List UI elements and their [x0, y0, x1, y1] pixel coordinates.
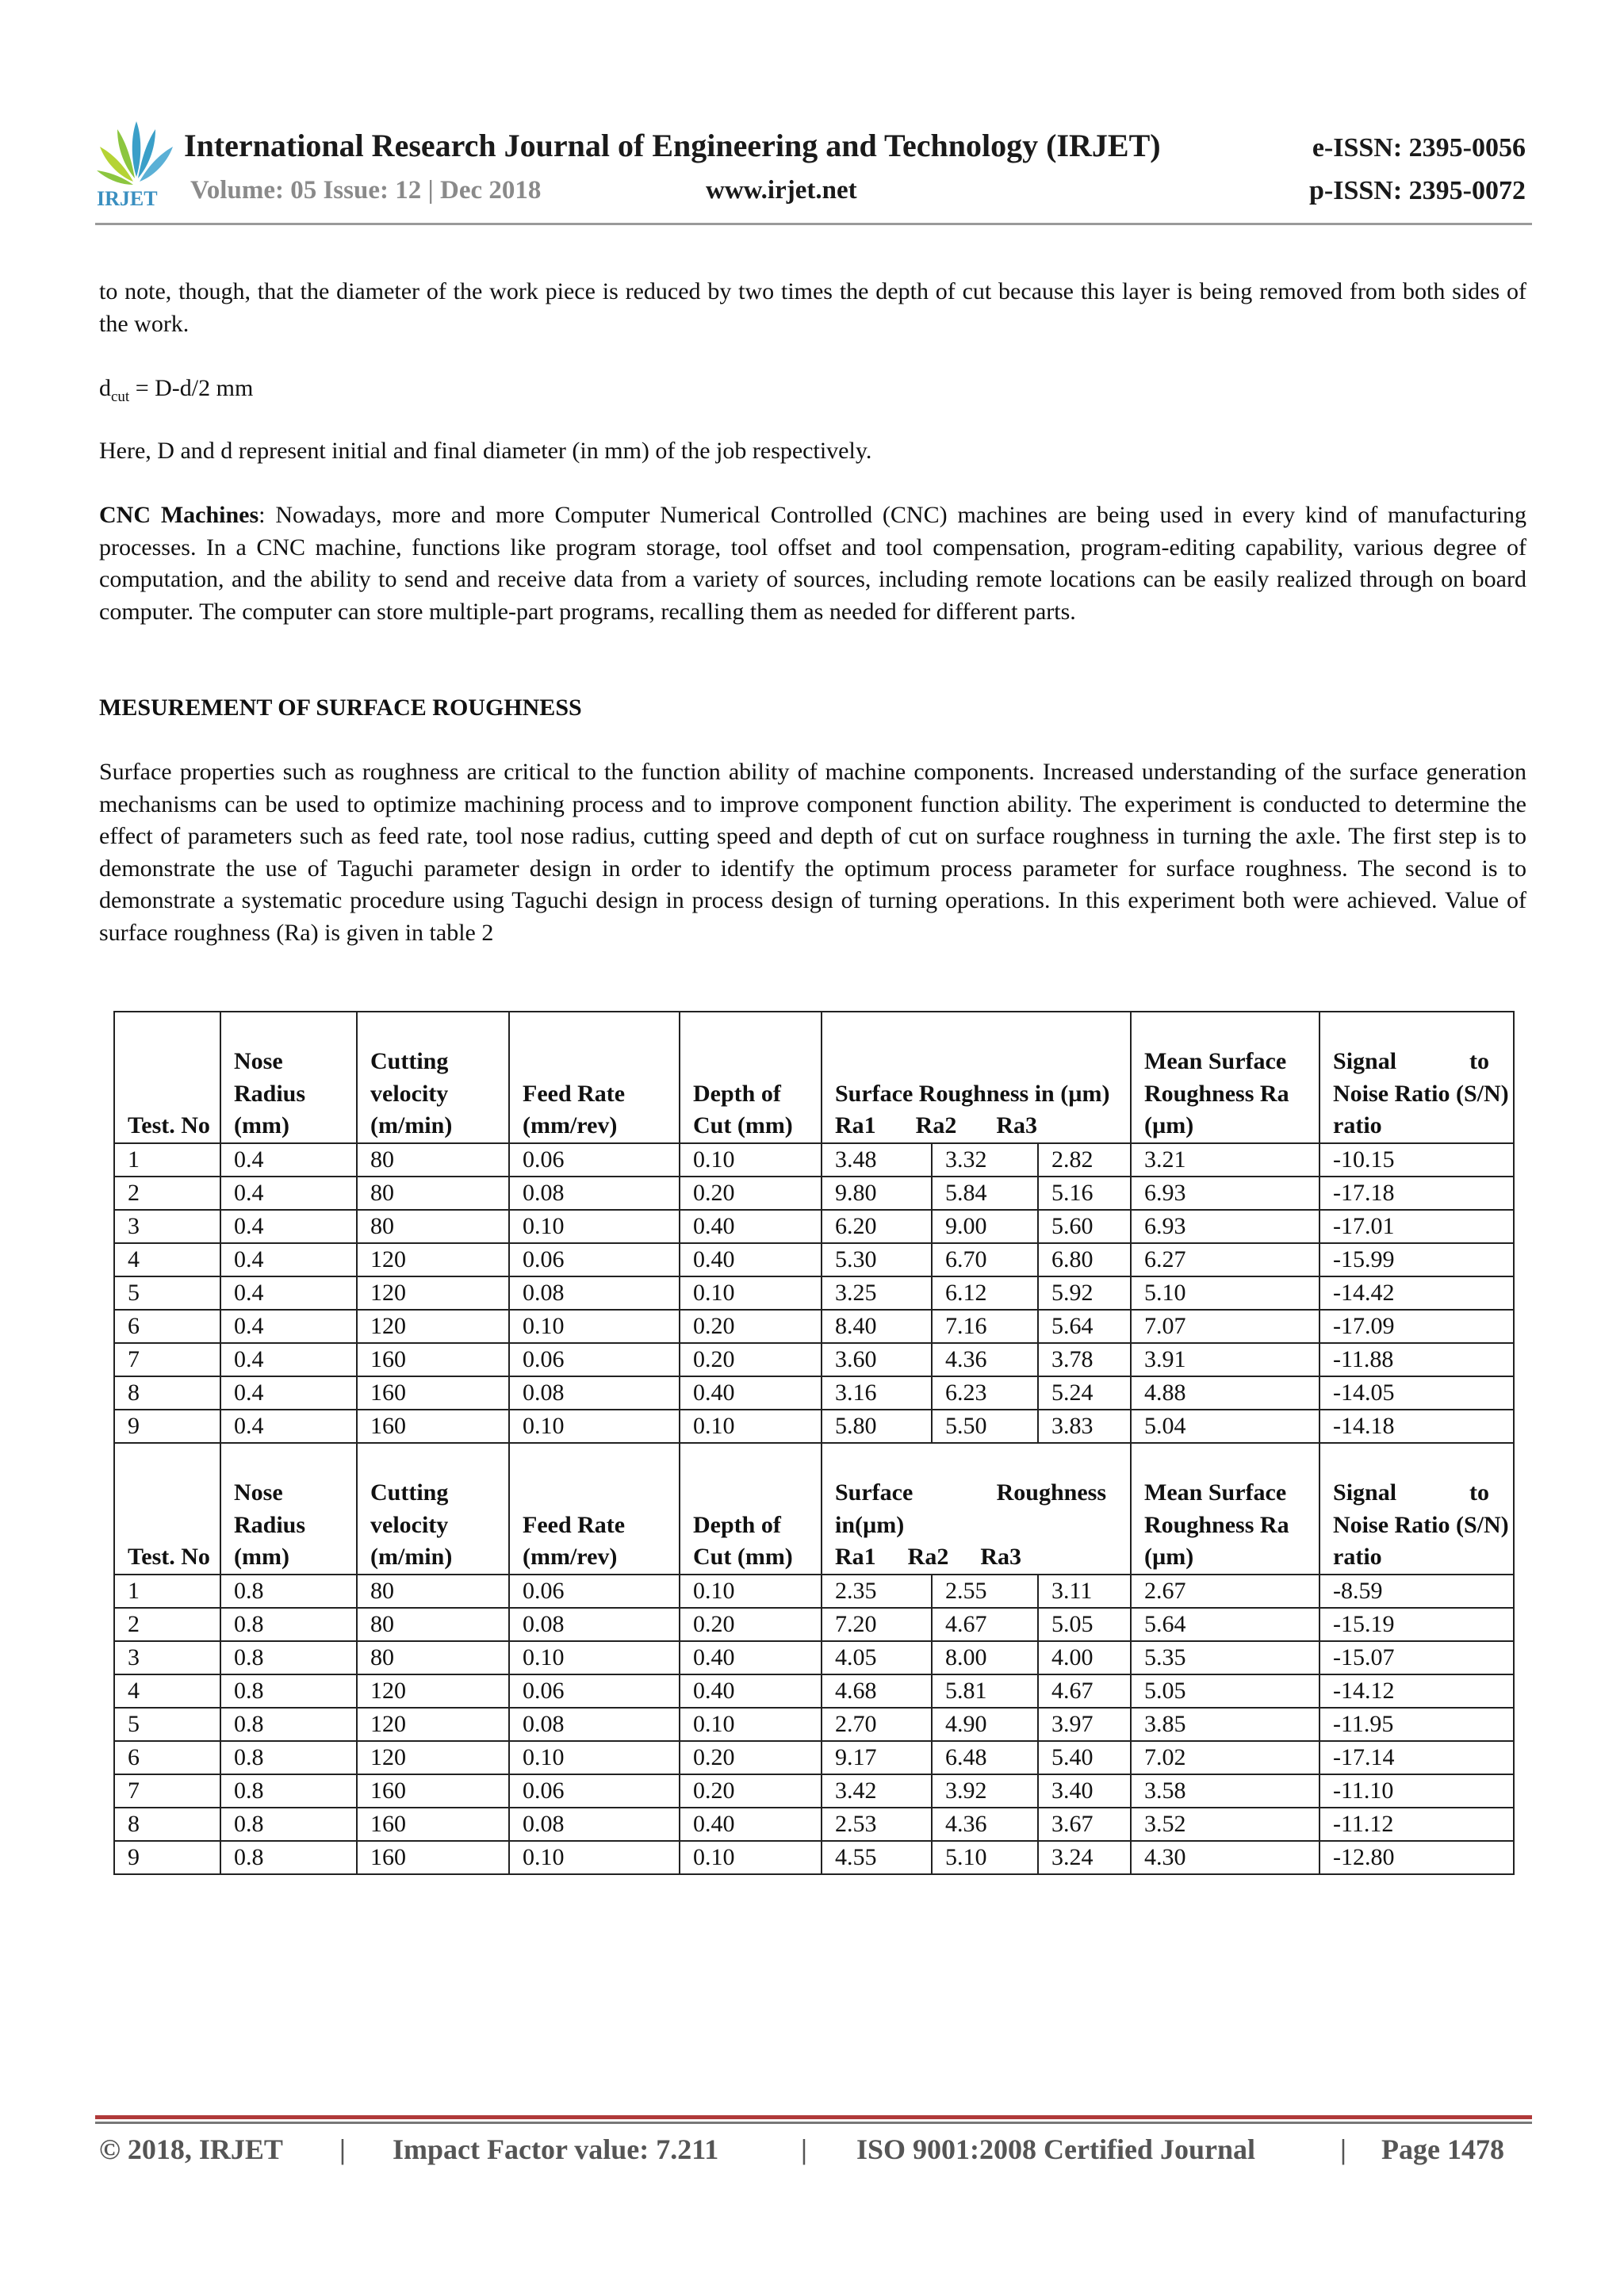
cell-sn-ratio: -8.59: [1320, 1575, 1514, 1608]
header-divider: [95, 223, 1532, 225]
cell-depth-of-cut: 0.20: [680, 1343, 822, 1376]
cell-cutting-velocity: 80: [357, 1608, 509, 1641]
cell-cutting-velocity: 120: [357, 1708, 509, 1741]
table-header-row: [114, 1012, 1514, 1143]
table-row: [114, 1143, 1514, 1177]
paragraph-depth-of-cut: to note, though, that the diameter of the work piece is reduced by two times the depth of cut because this layer is being removed from both sides of the work.: [99, 278, 1526, 337]
cell-ra3: 3.40: [1038, 1774, 1131, 1808]
cell-mean-ra: 3.91: [1131, 1343, 1320, 1376]
cell-test-no: 9: [114, 1410, 220, 1443]
cell-feed-rate: 0.08: [509, 1376, 680, 1410]
cell-ra2: 4.36: [932, 1343, 1038, 1376]
header-sn-b: to: [1469, 1479, 1490, 1506]
table-row: [114, 1177, 1514, 1210]
cell-ra2: 3.92: [932, 1774, 1038, 1808]
cell-cutting-velocity: 160: [357, 1808, 509, 1841]
paragraph-diameters: Here, D and d represent initial and final diameter (in mm) of the job respectively.: [99, 438, 872, 464]
cell-ra1: 4.68: [822, 1674, 932, 1708]
header-sn-c: Noise Ratio (S/N) ratio: [1333, 1511, 1509, 1571]
cell-ra3: 5.60: [1038, 1210, 1131, 1243]
header-nose-radius: Nose Radius (mm): [220, 1012, 357, 1143]
cell-mean-ra: 4.88: [1131, 1376, 1320, 1410]
footer-impact-factor: Impact Factor value: 7.211: [393, 2133, 719, 2165]
cell-nose-radius: 0.8: [220, 1641, 357, 1674]
website-link[interactable]: www.irjet.net: [706, 176, 857, 205]
journal-title: International Research Journal of Engineering and Technology (IRJET): [184, 128, 1161, 163]
cell-mean-ra: 5.04: [1131, 1410, 1320, 1443]
cell-test-no: 5: [114, 1276, 220, 1310]
cell-ra1: 9.17: [822, 1741, 932, 1774]
cell-mean-ra: 3.58: [1131, 1774, 1320, 1808]
cell-cutting-velocity: 160: [357, 1376, 509, 1410]
header-cutting-velocity: Cutting velocity (m/min): [357, 1012, 509, 1143]
cell-nose-radius: 0.4: [220, 1310, 357, 1343]
e-issn: e-ISSN: 2395-0056: [1312, 133, 1526, 163]
header-sr-b: Roughness: [996, 1479, 1107, 1506]
cell-test-no: 5: [114, 1708, 220, 1741]
cell-cutting-velocity: 160: [357, 1343, 509, 1376]
cell-ra3: 3.24: [1038, 1841, 1131, 1874]
header-feed-rate: Feed Rate (mm/rev): [509, 1012, 680, 1143]
p-issn: p-ISSN: 2395-0072: [1309, 176, 1526, 205]
cell-ra3: 5.64: [1038, 1310, 1131, 1343]
cell-ra2: 6.48: [932, 1741, 1038, 1774]
table-row: [114, 1674, 1514, 1708]
cell-depth-of-cut: 0.20: [680, 1774, 822, 1808]
cell-ra1: 3.60: [822, 1343, 932, 1376]
header-surface-roughness: [822, 1012, 1131, 1143]
cell-ra3: 5.05: [1038, 1608, 1131, 1641]
cell-depth-of-cut: 0.10: [680, 1143, 822, 1177]
cnc-text: : Nowadays, more and more Computer Numerical Controlled (CNC) machines are being used in every kind of manufacturing processes. In a CNC machine, functions like program storage, tool offset and tool compensation, program-editing capability, various degree of computation, and the ability to send and receive data from a variety of sources, including remote locations can be easily realized through on board computer. The computer can store multiple-part programs, recalling them as needed for different parts.: [99, 502, 1526, 625]
cell-depth-of-cut: 0.10: [680, 1708, 822, 1741]
cell-sn-ratio: -12.80: [1320, 1841, 1514, 1874]
cell-ra2: 4.36: [932, 1808, 1038, 1841]
header-mean-roughness: Mean Surface Roughness Ra (µm): [1131, 1012, 1320, 1143]
cell-ra2: 6.12: [932, 1276, 1038, 1310]
cell-nose-radius: 0.8: [220, 1808, 357, 1841]
header-sn-b: to: [1469, 1048, 1490, 1075]
cell-ra3: 4.67: [1038, 1674, 1131, 1708]
paragraph-surface-roughness: Surface properties such as roughness are critical to the function ability of machine components. Increased understanding of the surface generation mechanisms can be used to optimize machining process and to improve component function ability. The experiment is conducted to determine the effect of parameters such as feed rate, tool nose radius, cutting speed and depth of cut on surface roughness in turning the axle. The first step is to demonstrate the use of Taguchi parameter design in order to identify the optimum process parameter for surface roughness. The second is to demonstrate a systematic procedure using Taguchi design in process design of turning operations. In this experiment both were achieved. Value of surface roughness (Ra) is given in table 2: [99, 759, 1526, 946]
header-sn-c: Noise Ratio (S/N) ratio: [1333, 1080, 1509, 1139]
cell-feed-rate: 0.08: [509, 1608, 680, 1641]
cell-feed-rate: 0.06: [509, 1243, 680, 1276]
cell-ra3: 3.83: [1038, 1410, 1131, 1443]
cell-sn-ratio: -11.12: [1320, 1808, 1514, 1841]
cell-test-no: 7: [114, 1343, 220, 1376]
cell-nose-radius: 0.8: [220, 1575, 357, 1608]
cell-sn-ratio: -17.09: [1320, 1310, 1514, 1343]
cell-depth-of-cut: 0.20: [680, 1608, 822, 1641]
footer-copyright: © 2018, IRJET: [99, 2133, 283, 2165]
cell-nose-radius: 0.4: [220, 1276, 357, 1310]
header-sr-label: Surface Roughness in (µm): [835, 1080, 1110, 1107]
cell-ra1: 2.70: [822, 1708, 932, 1741]
table-row: [114, 1343, 1514, 1376]
cell-cutting-velocity: 120: [357, 1741, 509, 1774]
cell-ra2: 3.32: [932, 1143, 1038, 1177]
cell-nose-radius: 0.8: [220, 1674, 357, 1708]
cell-sn-ratio: -17.18: [1320, 1177, 1514, 1210]
cell-mean-ra: 5.05: [1131, 1674, 1320, 1708]
cell-depth-of-cut: 0.10: [680, 1575, 822, 1608]
cell-test-no: 4: [114, 1243, 220, 1276]
cell-mean-ra: 7.07: [1131, 1310, 1320, 1343]
cell-mean-ra: 5.35: [1131, 1641, 1320, 1674]
paragraph-cnc: [99, 499, 1526, 628]
cell-ra1: 5.80: [822, 1410, 932, 1443]
cell-feed-rate: 0.10: [509, 1410, 680, 1443]
cell-test-no: 2: [114, 1177, 220, 1210]
table-row: [114, 1210, 1514, 1243]
footer-separator: |: [1340, 2133, 1346, 2165]
cell-depth-of-cut: 0.10: [680, 1841, 822, 1874]
cell-cutting-velocity: 160: [357, 1410, 509, 1443]
table-row: [114, 1841, 1514, 1874]
header-sr-c: in(µm): [835, 1511, 905, 1538]
cell-mean-ra: 5.10: [1131, 1276, 1320, 1310]
header-depth-of-cut: Depth of Cut (mm): [680, 1443, 822, 1575]
cell-depth-of-cut: 0.10: [680, 1276, 822, 1310]
cell-feed-rate: 0.10: [509, 1641, 680, 1674]
cell-sn-ratio: -11.95: [1320, 1708, 1514, 1741]
cell-ra3: 3.67: [1038, 1808, 1131, 1841]
cell-cutting-velocity: 80: [357, 1143, 509, 1177]
cell-ra1: 2.53: [822, 1808, 932, 1841]
footer-iso: ISO 9001:2008 Certified Journal: [856, 2133, 1255, 2165]
formula-sub: cut: [111, 388, 130, 405]
cell-sn-ratio: -14.12: [1320, 1674, 1514, 1708]
cell-mean-ra: 6.93: [1131, 1177, 1320, 1210]
cell-sn-ratio: -15.19: [1320, 1608, 1514, 1641]
cell-ra2: 5.50: [932, 1410, 1038, 1443]
cell-depth-of-cut: 0.20: [680, 1741, 822, 1774]
cell-ra2: 6.70: [932, 1243, 1038, 1276]
cell-depth-of-cut: 0.40: [680, 1243, 822, 1276]
cell-sn-ratio: -15.99: [1320, 1243, 1514, 1276]
cell-nose-radius: 0.4: [220, 1343, 357, 1376]
table-row: [114, 1808, 1514, 1841]
cell-feed-rate: 0.08: [509, 1276, 680, 1310]
cell-feed-rate: 0.06: [509, 1343, 680, 1376]
cell-ra1: 8.40: [822, 1310, 932, 1343]
cell-nose-radius: 0.4: [220, 1410, 357, 1443]
cell-test-no: 9: [114, 1841, 220, 1874]
header-sn-a: Signal: [1333, 1048, 1397, 1075]
cell-ra1: 7.20: [822, 1608, 932, 1641]
cell-cutting-velocity: 120: [357, 1310, 509, 1343]
cell-ra3: 4.00: [1038, 1641, 1131, 1674]
cell-ra3: 5.40: [1038, 1741, 1131, 1774]
cell-cutting-velocity: 80: [357, 1210, 509, 1243]
cell-test-no: 3: [114, 1210, 220, 1243]
cell-depth-of-cut: 0.10: [680, 1410, 822, 1443]
cell-feed-rate: 0.10: [509, 1310, 680, 1343]
cell-ra1: 3.25: [822, 1276, 932, 1310]
cell-cutting-velocity: 160: [357, 1774, 509, 1808]
cell-feed-rate: 0.08: [509, 1177, 680, 1210]
cell-sn-ratio: -17.01: [1320, 1210, 1514, 1243]
cell-sn-ratio: -14.18: [1320, 1410, 1514, 1443]
cell-mean-ra: 6.93: [1131, 1210, 1320, 1243]
cell-feed-rate: 0.10: [509, 1210, 680, 1243]
header-mean-roughness: Mean Surface Roughness Ra (µm): [1131, 1443, 1320, 1575]
cell-ra2: 4.67: [932, 1608, 1038, 1641]
table-row: [114, 1575, 1514, 1608]
cell-nose-radius: 0.8: [220, 1608, 357, 1641]
cell-sn-ratio: -14.42: [1320, 1276, 1514, 1310]
cell-feed-rate: 0.10: [509, 1841, 680, 1874]
cell-ra2: 6.23: [932, 1376, 1038, 1410]
cell-nose-radius: 0.8: [220, 1741, 357, 1774]
cell-nose-radius: 0.4: [220, 1143, 357, 1177]
roughness-table: [113, 1011, 1515, 1875]
table-row: [114, 1243, 1514, 1276]
cell-ra1: 2.35: [822, 1575, 932, 1608]
header-test-no: Test. No: [114, 1012, 220, 1143]
cell-nose-radius: 0.8: [220, 1841, 357, 1874]
cell-ra2: 5.81: [932, 1674, 1038, 1708]
cell-mean-ra: 6.27: [1131, 1243, 1320, 1276]
header-ra3: Ra3: [980, 1544, 1022, 1571]
table-row: [114, 1276, 1514, 1310]
cell-ra2: 5.84: [932, 1177, 1038, 1210]
cell-ra1: 5.30: [822, 1243, 932, 1276]
cell-ra2: 7.16: [932, 1310, 1038, 1343]
cell-depth-of-cut: 0.40: [680, 1376, 822, 1410]
cell-ra3: 5.16: [1038, 1177, 1131, 1210]
cell-mean-ra: 4.30: [1131, 1841, 1320, 1874]
cell-feed-rate: 0.06: [509, 1774, 680, 1808]
header-sn-a: Signal: [1333, 1479, 1397, 1506]
cell-cutting-velocity: 120: [357, 1243, 509, 1276]
cell-test-no: 1: [114, 1143, 220, 1177]
cell-test-no: 6: [114, 1310, 220, 1343]
cell-feed-rate: 0.10: [509, 1741, 680, 1774]
cell-depth-of-cut: 0.40: [680, 1210, 822, 1243]
cell-depth-of-cut: 0.20: [680, 1177, 822, 1210]
cell-nose-radius: 0.8: [220, 1708, 357, 1741]
cell-test-no: 1: [114, 1575, 220, 1608]
header-cutting-velocity: Cutting velocity (m/min): [357, 1443, 509, 1575]
cell-ra2: 4.90: [932, 1708, 1038, 1741]
cell-ra2: 9.00: [932, 1210, 1038, 1243]
cell-nose-radius: 0.4: [220, 1177, 357, 1210]
cell-sn-ratio: -17.14: [1320, 1741, 1514, 1774]
cell-ra1: 6.20: [822, 1210, 932, 1243]
table-row: [114, 1608, 1514, 1641]
header-nose-radius: Nose Radius (mm): [220, 1443, 357, 1575]
cell-ra3: 3.78: [1038, 1343, 1131, 1376]
cell-depth-of-cut: 0.40: [680, 1641, 822, 1674]
cell-feed-rate: 0.08: [509, 1708, 680, 1741]
footer-separator: |: [801, 2133, 807, 2165]
header-sn-ratio: [1320, 1443, 1514, 1575]
cell-sn-ratio: -10.15: [1320, 1143, 1514, 1177]
volume-info: Volume: 05 Issue: 12 | Dec 2018: [190, 176, 542, 205]
cell-test-no: 2: [114, 1608, 220, 1641]
table-row: [114, 1641, 1514, 1674]
cell-mean-ra: 3.21: [1131, 1143, 1320, 1177]
cell-ra3: 5.24: [1038, 1376, 1131, 1410]
cell-cutting-velocity: 80: [357, 1575, 509, 1608]
formula-rest: = D-d/2 mm: [129, 375, 254, 401]
cell-cutting-velocity: 120: [357, 1674, 509, 1708]
cell-ra3: 3.11: [1038, 1575, 1131, 1608]
cell-nose-radius: 0.8: [220, 1774, 357, 1808]
cell-ra3: 2.82: [1038, 1143, 1131, 1177]
cell-ra1: 9.80: [822, 1177, 932, 1210]
cell-mean-ra: 7.02: [1131, 1741, 1320, 1774]
cell-mean-ra: 2.67: [1131, 1575, 1320, 1608]
cell-ra3: 5.92: [1038, 1276, 1131, 1310]
cell-depth-of-cut: 0.40: [680, 1674, 822, 1708]
cell-ra1: 3.42: [822, 1774, 932, 1808]
table-row: [114, 1774, 1514, 1808]
formula-d: d: [99, 375, 111, 401]
table-row: [114, 1410, 1514, 1443]
cell-feed-rate: 0.06: [509, 1575, 680, 1608]
formula-dcut: [99, 373, 1526, 414]
cell-ra3: 6.80: [1038, 1243, 1131, 1276]
cell-nose-radius: 0.4: [220, 1210, 357, 1243]
svg-text:IRJET: IRJET: [97, 187, 158, 209]
cell-nose-radius: 0.4: [220, 1243, 357, 1276]
cell-sn-ratio: -14.05: [1320, 1376, 1514, 1410]
cell-test-no: 4: [114, 1674, 220, 1708]
header-surface-roughness: [822, 1443, 1131, 1575]
header-ra1: Ra1: [835, 1544, 876, 1571]
cell-cutting-velocity: 120: [357, 1276, 509, 1310]
footer-page-number: Page 1478: [1381, 2133, 1504, 2165]
cell-depth-of-cut: 0.40: [680, 1808, 822, 1841]
cell-ra2: 8.00: [932, 1641, 1038, 1674]
irjet-logo: [94, 115, 179, 209]
header-ra1: Ra1: [835, 1112, 876, 1139]
cell-feed-rate: 0.08: [509, 1808, 680, 1841]
cell-mean-ra: 3.52: [1131, 1808, 1320, 1841]
cell-ra2: 5.10: [932, 1841, 1038, 1874]
header-sr-a: Surface: [835, 1479, 914, 1506]
section-heading: MESUREMENT OF SURFACE ROUGHNESS: [99, 695, 582, 721]
table-row: [114, 1708, 1514, 1741]
footer-divider: [95, 2115, 1532, 2119]
cell-sn-ratio: -11.88: [1320, 1343, 1514, 1376]
cell-test-no: 8: [114, 1808, 220, 1841]
table-row: [114, 1376, 1514, 1410]
cell-ra1: 4.05: [822, 1641, 932, 1674]
cell-ra1: 3.48: [822, 1143, 932, 1177]
header-ra2: Ra2: [915, 1112, 957, 1139]
cell-ra1: 4.55: [822, 1841, 932, 1874]
cell-cutting-velocity: 80: [357, 1177, 509, 1210]
table-row: [114, 1741, 1514, 1774]
cell-ra3: 3.97: [1038, 1708, 1131, 1741]
cell-feed-rate: 0.06: [509, 1674, 680, 1708]
cnc-label: CNC Machines: [99, 502, 259, 528]
header-sn-ratio: [1320, 1012, 1514, 1143]
cell-sn-ratio: -15.07: [1320, 1641, 1514, 1674]
cell-nose-radius: 0.4: [220, 1376, 357, 1410]
header-ra2: Ra2: [907, 1544, 949, 1571]
table-header-row-2: [114, 1443, 1514, 1575]
header-depth-of-cut: Depth of Cut (mm): [680, 1012, 822, 1143]
cell-cutting-velocity: 80: [357, 1641, 509, 1674]
cell-ra1: 3.16: [822, 1376, 932, 1410]
cell-test-no: 7: [114, 1774, 220, 1808]
footer-divider-gray: [95, 2122, 1532, 2124]
table-row: [114, 1310, 1514, 1343]
cell-test-no: 3: [114, 1641, 220, 1674]
footer-separator: |: [339, 2133, 346, 2165]
cell-ra2: 2.55: [932, 1575, 1038, 1608]
cell-feed-rate: 0.06: [509, 1143, 680, 1177]
header-test-no: Test. No: [114, 1443, 220, 1575]
header-feed-rate: Feed Rate (mm/rev): [509, 1443, 680, 1575]
cell-cutting-velocity: 160: [357, 1841, 509, 1874]
cell-mean-ra: 3.85: [1131, 1708, 1320, 1741]
cell-test-no: 6: [114, 1741, 220, 1774]
cell-mean-ra: 5.64: [1131, 1608, 1320, 1641]
header-ra3: Ra3: [996, 1112, 1038, 1139]
cell-test-no: 8: [114, 1376, 220, 1410]
cell-depth-of-cut: 0.20: [680, 1310, 822, 1343]
cell-sn-ratio: -11.10: [1320, 1774, 1514, 1808]
